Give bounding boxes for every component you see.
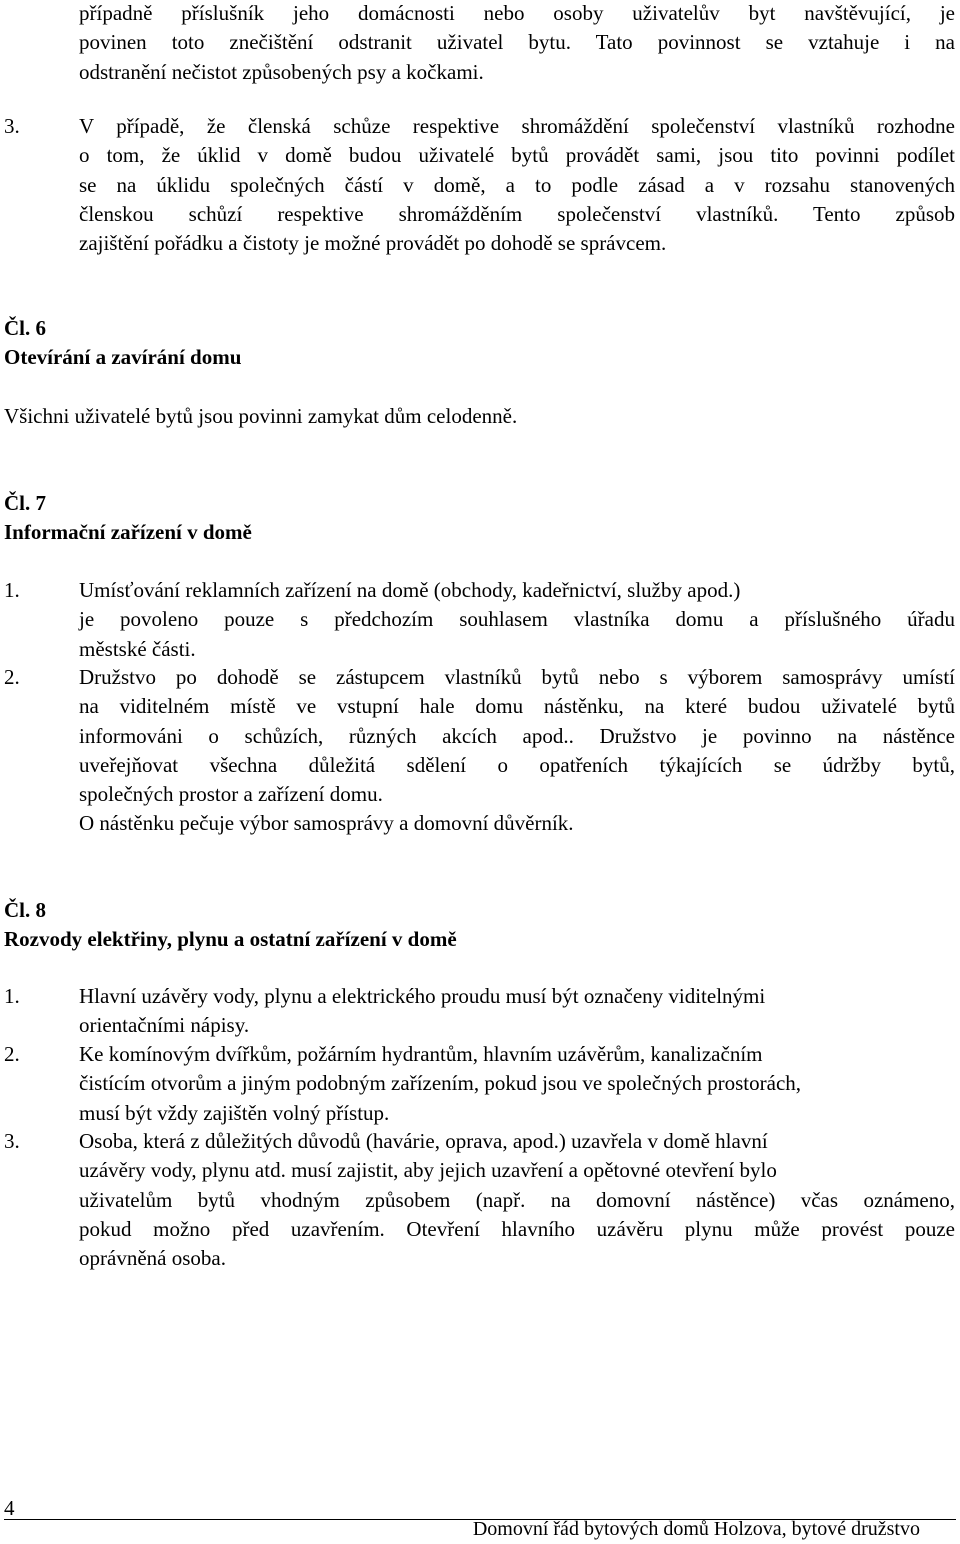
paragraph-line: se na úklidu společných částí v domě, a to podle zásad a v rozsahu stanovených	[79, 172, 955, 197]
paragraph-line: společných prostor a zařízení domu.	[79, 782, 383, 807]
paragraph-line: Družstvo po dohodě se zástupcem vlastníků bytů nebo s výborem samosprávy umístí	[79, 665, 955, 689]
article-6-title: Otevírání a zavírání domu	[4, 345, 242, 369]
item-number: 1.	[4, 984, 20, 1008]
paragraph-line: Umísťování reklamních zařízení na domě (obchody, kadeřnictví, služby apod.)	[79, 578, 741, 602]
item-number: 2.	[4, 1042, 20, 1066]
article-7-title: Informační zařízení v domě	[4, 520, 252, 544]
item-number: 2.	[4, 665, 20, 689]
article-8-number: Čl. 8	[4, 898, 46, 922]
paragraph-line: V případě, že členská schůze respektive shromáždění společenství vlastníků rozhodne	[79, 114, 955, 138]
paragraph-line: informováni o schůzích, různých akcích apod.. Družstvo je povinno na nástěnce	[79, 723, 955, 748]
item-number: 1.	[4, 578, 20, 602]
paragraph-line: uveřejňovat všechna důležitá sdělení o opatřeních týkajících se údržby bytů,	[79, 752, 955, 777]
paragraph-line: o tom, že úklid v domě budou uživatelé bytů provádět sami, jsou tito povinni podílet	[79, 143, 955, 168]
paragraph-line: uživatelům bytů vhodným způsobem (např. na domovní nástěnce) včas oznámeno,	[79, 1187, 955, 1212]
paragraph-line: městské části.	[79, 636, 196, 661]
paragraph-line: čistícím otvorům a jiným podobným zařízením, pokud jsou ve společných prostorách,	[79, 1071, 802, 1096]
paragraph-line: pokud možno před uzavřením. Otevření hlavního uzávěru plynu může provést pouze	[79, 1216, 955, 1241]
article-7-number: Čl. 7	[4, 491, 46, 515]
paragraph-line: odstranění nečistot způsobených psy a kočkami.	[79, 59, 484, 84]
article-6-text: Všichni uživatelé bytů jsou povinni zamykat dům celodenně.	[4, 404, 518, 428]
paragraph-line: O nástěnku pečuje výbor samosprávy a domovní důvěrník.	[79, 811, 574, 836]
paragraph-line: povinen toto znečištění odstranit uživatel bytu. Tato povinnost se vztahuje i na	[79, 30, 955, 55]
article-7-item-1-text	[79, 576, 955, 664]
paragraph-line: musí být vždy zajištěn volný přístup.	[79, 1100, 390, 1125]
continuation-paragraph	[79, 0, 955, 87]
paragraph-line: členskou schůzí respektive shromážděním společenství vlastníků. Tento způsob	[79, 201, 955, 226]
paragraph-line: orientačními nápisy.	[79, 1013, 250, 1038]
page-number: 4	[4, 1496, 15, 1520]
paragraph-line: Osoba, která z důležitých důvodů (havárie, oprava, apod.) uzavřela v domě hlavní	[79, 1129, 768, 1153]
article-8-item-2-text	[79, 1040, 955, 1128]
item-number: 3.	[4, 114, 20, 138]
article-8-item-1-text	[79, 982, 955, 1041]
paragraph-line: je povoleno pouze s předchozím souhlasem vlastníka domu a příslušného úřadu	[79, 607, 955, 632]
article-7-item-2-text	[79, 663, 955, 839]
paragraph-line: Hlavní uzávěry vody, plynu a elektrického proudu musí být označeny viditelnými	[79, 984, 766, 1008]
article-8-item-3-text	[79, 1127, 955, 1273]
paragraph-line: uzávěry vody, plynu atd. musí zajistit, aby jejich uzavření a opětovné otevření bylo	[79, 1158, 777, 1183]
paragraph-line: zajištění pořádku a čistoty je možné provádět po dohodě se správcem.	[79, 231, 667, 256]
footer-text: Domovní řád bytových domů Holzova, bytové družstvo	[472, 1518, 920, 1540]
item-number: 3.	[4, 1129, 20, 1153]
paragraph-line: oprávněná osoba.	[79, 1246, 226, 1271]
item-3-text	[79, 112, 955, 258]
paragraph-line: Ke komínovým dvířkům, požárním hydrantům, hlavním uzávěrům, kanalizačním	[79, 1042, 763, 1066]
article-8-title: Rozvody elektřiny, plynu a ostatní zařízení v domě	[4, 927, 457, 951]
paragraph-line: případně příslušník jeho domácnosti nebo osoby uživatelův byt navštěvující, je	[79, 1, 955, 25]
article-6-number: Čl. 6	[4, 316, 46, 340]
paragraph-line: na viditelném místě ve vstupní hale domu nástěnku, na které budou uživatelé bytů	[79, 694, 955, 719]
